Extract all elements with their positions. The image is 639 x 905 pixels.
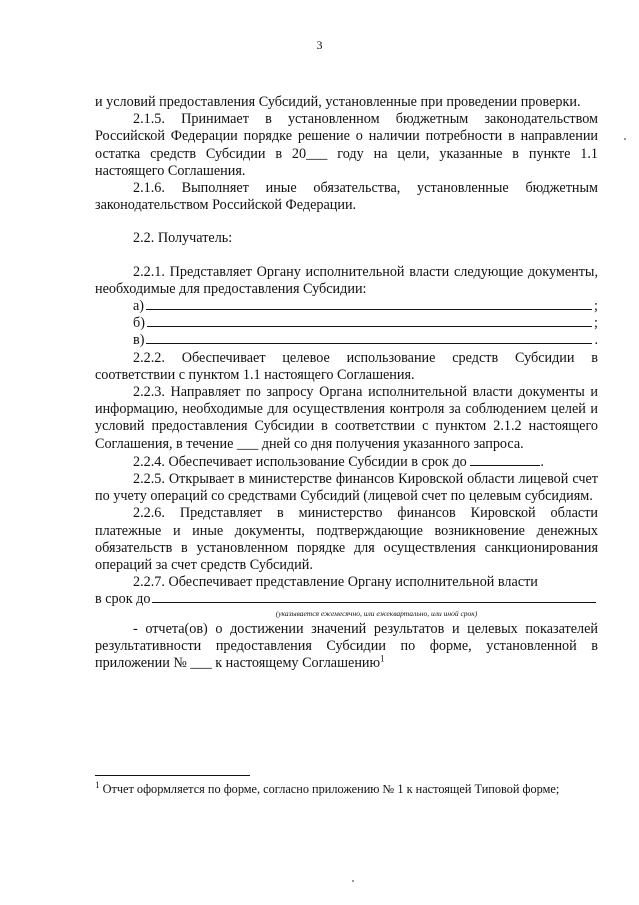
paragraph-continuation: и условий предоставления Субсидий, установленные при проведении проверки. [95, 94, 581, 110]
doc-list-letter: в) [133, 332, 145, 349]
paragraph-2-2-6: 2.2.6. Представляет в министерство финансов Кировской области платежные и иные документы, подтверждающие возникновение денежных обязательств в установленном порядке для осуществления санкционирования операций за счет средств Субсидий. [95, 505, 598, 574]
footnote-divider [95, 775, 250, 776]
paragraph-2-2-4: 2.2.4. Обеспечивает использование Субсидии в срок до . [133, 453, 544, 470]
paragraph-2-2-2: 2.2.2. Обеспечивает целевое использование средств Субсидии в соответствии с пунктом 1.1 настоящего Соглашения. [95, 349, 598, 383]
paragraph-2-2: 2.2. Получатель: [133, 230, 233, 247]
footnote-ref: 1 [380, 653, 385, 664]
doc-list-end: . [594, 332, 598, 349]
doc-list-letter: б) [133, 315, 145, 332]
doc-list-item-c [133, 332, 598, 349]
report-item [95, 621, 598, 673]
paragraph-2-2-4-text: 2.2.4. Обеспечивает использование Субсидии в срок до [133, 453, 467, 470]
footnote [95, 779, 598, 797]
paragraph-2-1-6: 2.1.6. Выполняет иные обязательства, установленные бюджетным законодательством Российской Федерации. [95, 180, 598, 214]
scan-speck [352, 880, 354, 882]
doc-list-end: ; [594, 298, 598, 315]
doc-list-blank [147, 315, 592, 327]
doc-list-item-a [133, 298, 598, 315]
doc-list-end: ; [594, 315, 598, 332]
paragraph-2-2-1: 2.2.1. Представляет Органу исполнительной власти следующие документы, необходимые для предоставления Субсидии: [95, 263, 598, 297]
deadline-line [152, 591, 596, 603]
paragraph-2-2-7-deadline [95, 591, 598, 608]
scan-speck [624, 138, 626, 140]
deadline-blank [470, 453, 540, 466]
doc-list-blank [146, 332, 592, 344]
paragraph-2-2-3: 2.2.3. Направляет по запросу Органа исполнительной власти документы и информацию, необходимые для осуществления контроля за соблюдением целей и условий предоставления Субсидии в соответствии с пунктом 2.1.2 настоящего Соглашения, в течение ___ дней со дня получения указанного запроса. [95, 384, 598, 452]
paragraph-2-2-7: 2.2.7. Обеспечивает представление Органу исполнительной власти [133, 574, 538, 591]
report-item-text: - отчета(ов) о достижении значений результатов и целевых показателей результативности предоставления Субсидии по форме, установленной в приложении № ___ к настоящему Соглашению [95, 620, 598, 672]
deadline-label: в срок до [95, 591, 151, 608]
footnote-text: Отчет оформляется по форме, согласно приложению № 1 к настоящей Типовой форме; [102, 782, 560, 796]
doc-list-letter: а) [133, 298, 145, 315]
paragraph-2-2-5: 2.2.5. Открывает в министерстве финансов Кировской области лицевой счет по учету операций со средствами Субсидий (лицевой счет по целевым субсидиям. [95, 471, 598, 505]
doc-list-item-b [133, 315, 598, 332]
page-number: 3 [316, 38, 323, 52]
footnote-mark: 1 [95, 779, 100, 790]
paragraph-2-1-5: 2.1.5. Принимает в установленном бюджетным законодательством Российской Федерации порядке решение о наличии потребности в направлении остатка средств Субсидии в 20___ году на цели, указанные в пункте 1.1 настоящего Соглашения. [95, 111, 598, 179]
doc-list-blank [146, 298, 592, 310]
deadline-caption: (указывается ежемесячно, или ежеквартально, или иной срок) [275, 608, 478, 618]
document-body [95, 94, 598, 672]
